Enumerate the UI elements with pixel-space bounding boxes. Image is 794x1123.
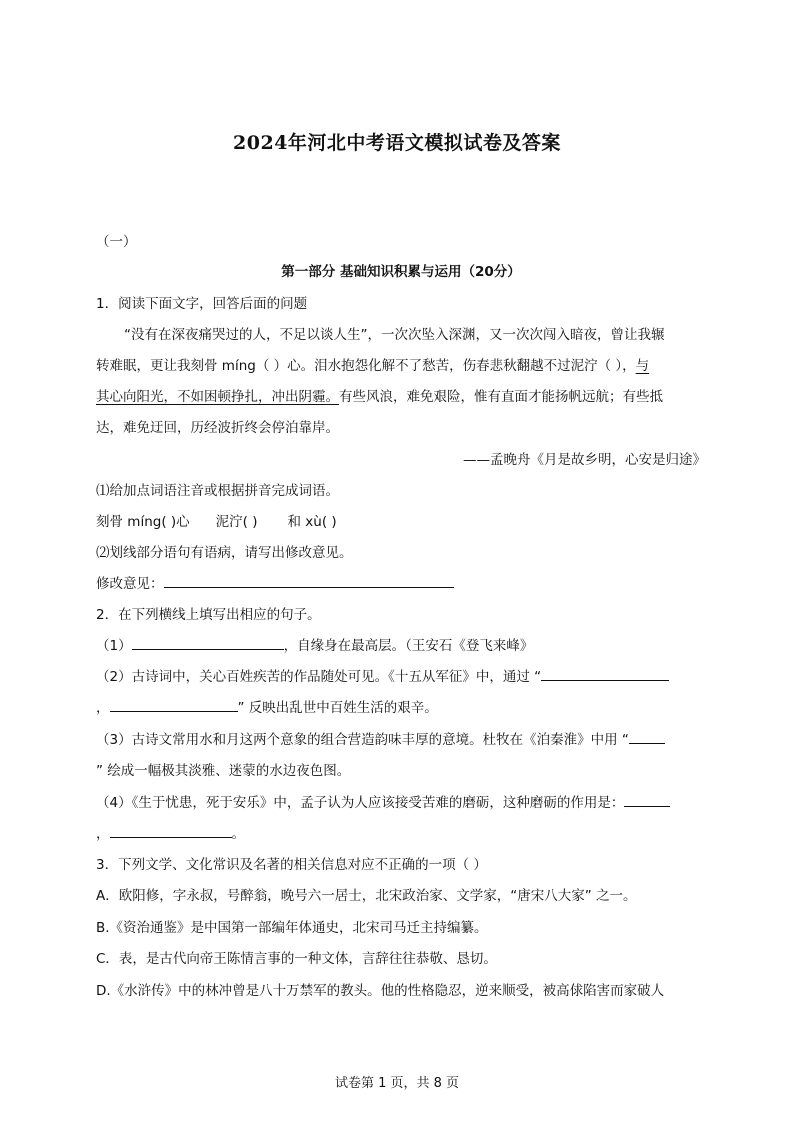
q2-item-2 <box>96 667 706 687</box>
q1-sub1-item: 和 xù( ) <box>287 514 337 530</box>
q2-item-1 <box>96 636 706 656</box>
q2-item-number: （1） <box>96 638 132 654</box>
q3-option-a: A．欧阳修，字永叔，号醉翁，晚号六一居士，北宋政治家、文学家，“唐宋八大家” 之一。 <box>96 888 637 904</box>
answer-blank[interactable] <box>110 824 232 838</box>
q2-item-text: （3）古诗文常用水和月这两个意象的组合营造韵味丰厚的意境。杜牧在《泊秦淮》中用 “ <box>96 732 629 748</box>
q3-prompt: 3．下列文学、文化常识及名著的相关信息对应不正确的一项（ ） <box>96 857 487 873</box>
q1-prompt: 1．阅读下面文字，回答后面的问题 <box>96 296 308 312</box>
q2-item-3 <box>96 730 706 750</box>
section-mark: （一） <box>96 234 137 250</box>
q1-source: ——孟晚舟《月是故乡明，心安是归途》 <box>463 452 706 468</box>
q1-paragraph-text: 转难眠，更让我刻骨 míng（ ）心。泪水抱怨化解不了愁苦，伤春悲秋翻越不过泥泞（ ）， <box>96 358 636 374</box>
q3-option-d: D.《水浒传》中的林冲曾是八十万禁军的教头。他的性格隐忍，逆来顺受，被高俅陷害而家破人 <box>96 983 665 999</box>
answer-blank[interactable] <box>132 636 284 650</box>
q3-option-b: B.《资治通鉴》是中国第一部编年体通史，北宋司马迁主持编纂。 <box>96 920 488 936</box>
q1-sub1-item: 刻骨 míng( )心 <box>96 514 190 530</box>
q2-item-text: ，自缘身在最高层。（王安石《登飞来峰》 <box>283 638 534 654</box>
q1-paragraph-line <box>96 356 706 376</box>
q1-paragraph-line: “没有在深夜痛哭过的人，不足以谈人生”，一次次坠入深渊，又一次次闯入暗夜，曾让我辗 <box>124 327 665 343</box>
q2-item-text: ， <box>96 826 110 842</box>
q2-item-4-cont <box>96 824 706 844</box>
q2-item-2-cont <box>96 698 706 718</box>
q1-answer-line <box>96 574 706 594</box>
answer-blank[interactable] <box>164 574 454 588</box>
q1-sub1: ⑴给加点词语注音或根据拼音完成词语。 <box>96 483 339 499</box>
q1-paragraph-text: 有些风浪，难免艰险，惟有直面才能扬帆远航；有些抵 <box>339 389 663 405</box>
q2-item-3-cont: ” 绘成一幅极其淡雅、迷蒙的水边夜色图。 <box>96 763 351 779</box>
q1-underlined-sentence: 与 <box>635 358 650 374</box>
q2-item-text: （4）《生于忧患，死于安乐》中，孟子认为人应该接受苦难的磨砺，这种磨砺的作用是： <box>96 795 625 811</box>
q2-item-text: （2）古诗词中，关心百姓疾苦的作品随处可见。《十五从军征》中，通过 “ <box>96 669 542 685</box>
part-title: 第一部分 基础知识积累与运用（20分） <box>281 264 521 280</box>
q2-item-text: ， <box>96 700 110 716</box>
page-title: 2024年河北中考语文模拟试卷及答案 <box>233 132 561 154</box>
q1-sub1-items <box>96 512 706 532</box>
q1-paragraph-line: 达，难免迂回，历经波折终会停泊靠岸。 <box>96 420 339 436</box>
q2-prompt: 2．在下列横线上填写出相应的句子。 <box>96 607 321 623</box>
q1-sub1-item: 泥泞( ) <box>215 514 258 530</box>
q1-sub2: ⑵划线部分语句有语病，请写出修改意见。 <box>96 545 353 561</box>
answer-blank[interactable] <box>110 698 238 712</box>
q2-item-text: 。 <box>231 826 245 842</box>
q2-item-text: ” 反映出乱世中百姓生活的艰辛。 <box>237 700 438 716</box>
q1-underlined-sentence: 其心向阳光，不如困顿挣扎，冲出阴霾。 <box>96 389 339 405</box>
q1-answer-label: 修改意见： <box>96 576 164 592</box>
page-footer: 试卷第 1 页，共 8 页 <box>334 1076 460 1091</box>
answer-blank[interactable] <box>629 730 665 744</box>
answer-blank[interactable] <box>541 667 669 681</box>
q3-option-c: C．表，是古代向帝王陈情言事的一种文体，言辞往往恭敬、恳切。 <box>96 951 497 967</box>
answer-blank[interactable] <box>624 793 670 807</box>
q1-paragraph-line <box>96 387 706 407</box>
q2-item-4 <box>96 793 706 813</box>
